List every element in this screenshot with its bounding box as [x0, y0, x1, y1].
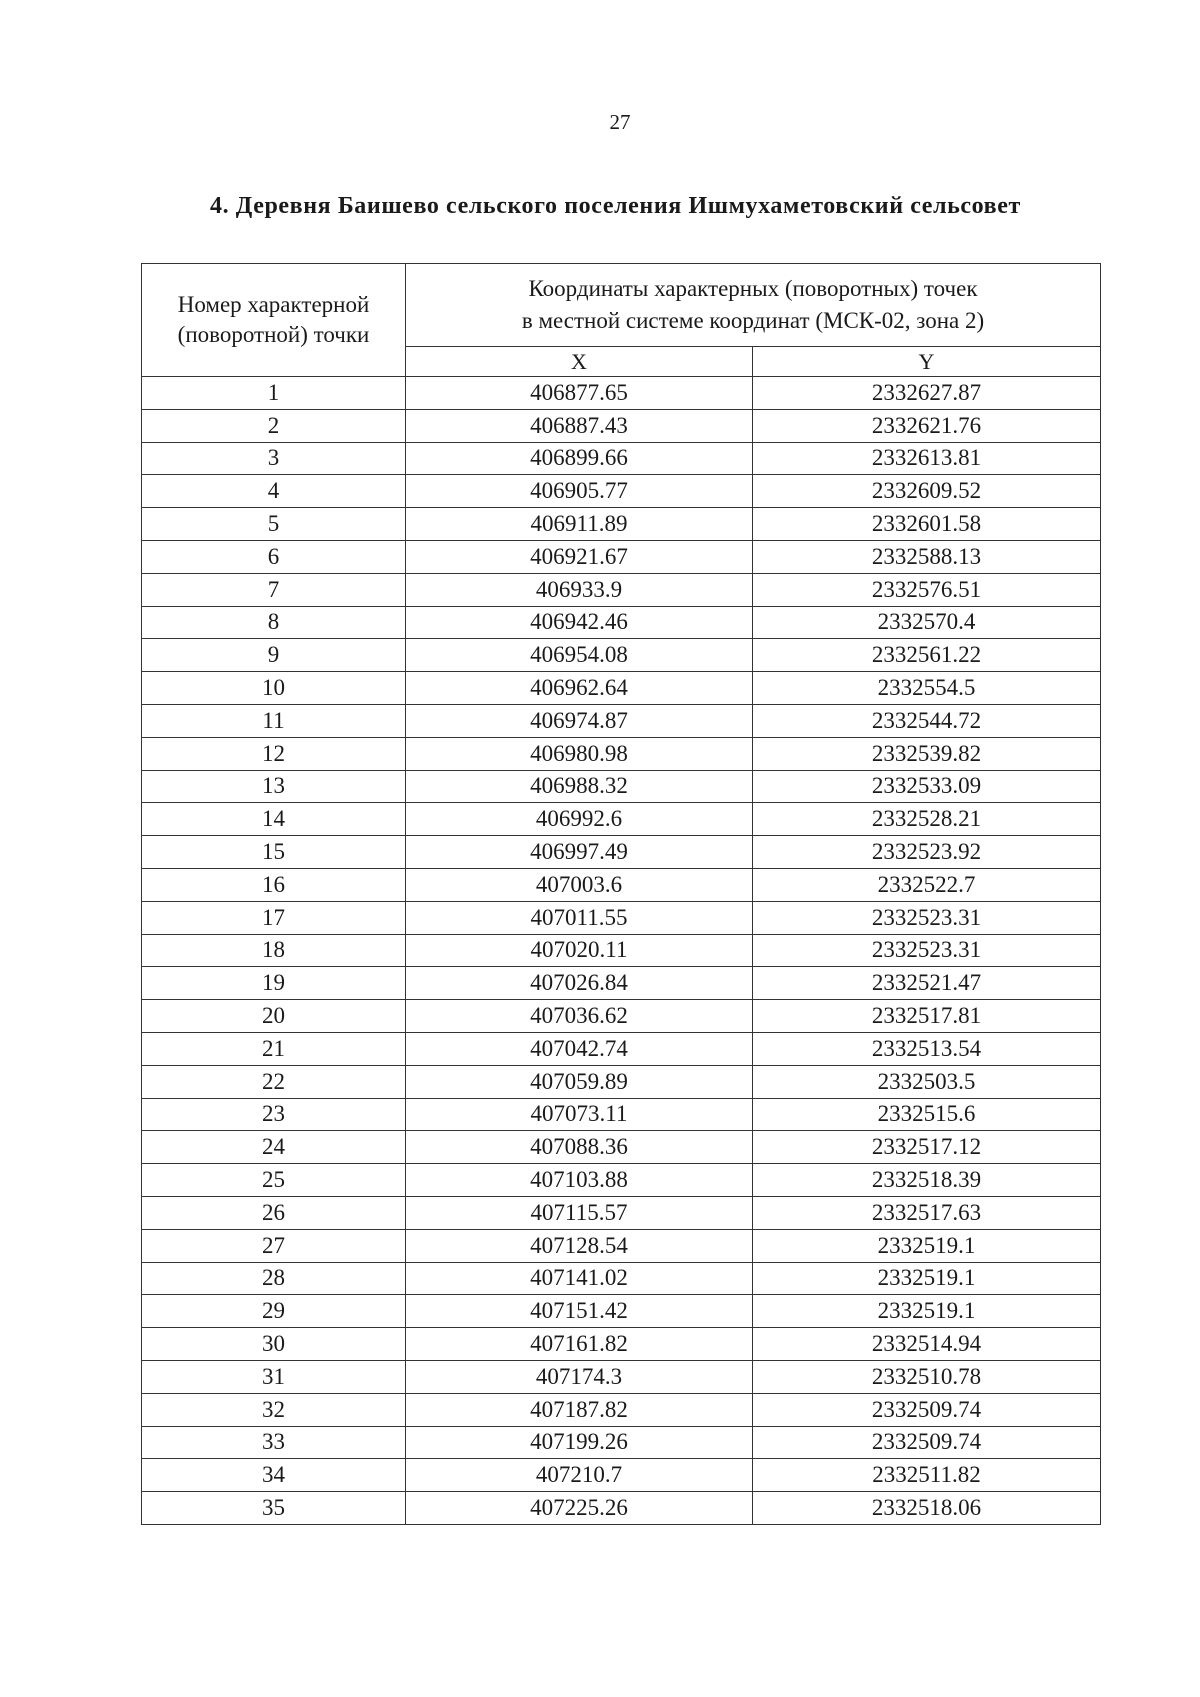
- header-row-main: [142, 264, 1101, 347]
- cell-y: 2332519.1: [753, 1229, 1101, 1262]
- cell-y: 2332518.39: [753, 1164, 1101, 1197]
- cell-x: 406887.43: [406, 409, 753, 442]
- table-row: [142, 672, 1101, 705]
- cell-point-number: 17: [142, 901, 406, 934]
- table-row: [142, 1131, 1101, 1164]
- cell-y: 2332601.58: [753, 508, 1101, 541]
- table-row: [142, 704, 1101, 737]
- header-x: X: [406, 347, 753, 377]
- cell-y: 2332627.87: [753, 377, 1101, 410]
- cell-point-number: 16: [142, 868, 406, 901]
- table-row: [142, 606, 1101, 639]
- cell-y: 2332539.82: [753, 737, 1101, 770]
- cell-point-number: 1: [142, 377, 406, 410]
- cell-x: 406877.65: [406, 377, 753, 410]
- table-row: [142, 1459, 1101, 1492]
- cell-x: 406921.67: [406, 540, 753, 573]
- cell-point-number: 7: [142, 573, 406, 606]
- cell-y: 2332503.5: [753, 1065, 1101, 1098]
- table-row: [142, 1393, 1101, 1426]
- cell-y: 2332509.74: [753, 1393, 1101, 1426]
- cell-x: 407151.42: [406, 1295, 753, 1328]
- cell-y: 2332528.21: [753, 803, 1101, 836]
- cell-y: 2332523.31: [753, 934, 1101, 967]
- table-row: [142, 803, 1101, 836]
- table-row: [142, 377, 1101, 410]
- table-row: [142, 1492, 1101, 1525]
- table-row: [142, 1032, 1101, 1065]
- cell-point-number: 32: [142, 1393, 406, 1426]
- cell-y: 2332519.1: [753, 1262, 1101, 1295]
- cell-point-number: 15: [142, 836, 406, 869]
- cell-point-number: 26: [142, 1196, 406, 1229]
- cell-point-number: 34: [142, 1459, 406, 1492]
- table-row: [142, 901, 1101, 934]
- cell-x: 407088.36: [406, 1131, 753, 1164]
- cell-x: 406997.49: [406, 836, 753, 869]
- cell-x: 407011.55: [406, 901, 753, 934]
- cell-x: 407036.62: [406, 1000, 753, 1033]
- cell-x: 406933.9: [406, 573, 753, 606]
- table-row: [142, 475, 1101, 508]
- table-body: [142, 377, 1101, 1525]
- table-row: [142, 409, 1101, 442]
- table-row: [142, 836, 1101, 869]
- cell-y: 2332544.72: [753, 704, 1101, 737]
- cell-y: 2332609.52: [753, 475, 1101, 508]
- table-row: [142, 1196, 1101, 1229]
- cell-x: 406962.64: [406, 672, 753, 705]
- cell-y: 2332517.63: [753, 1196, 1101, 1229]
- table-row: [142, 442, 1101, 475]
- cell-point-number: 35: [142, 1492, 406, 1525]
- table-row: [142, 770, 1101, 803]
- cell-y: 2332510.78: [753, 1360, 1101, 1393]
- table-row: [142, 540, 1101, 573]
- cell-x: 407059.89: [406, 1065, 753, 1098]
- cell-y: 2332561.22: [753, 639, 1101, 672]
- cell-y: 2332517.12: [753, 1131, 1101, 1164]
- coordinates-table: [141, 263, 1101, 1525]
- cell-x: 407161.82: [406, 1328, 753, 1361]
- header-coordinates-line1: Координаты характерных (поворотных) точек: [528, 276, 978, 302]
- cell-x: 407174.3: [406, 1360, 753, 1393]
- cell-y: 2332509.74: [753, 1426, 1101, 1459]
- cell-y: 2332523.31: [753, 901, 1101, 934]
- table-row: [142, 1295, 1101, 1328]
- cell-point-number: 9: [142, 639, 406, 672]
- table-row: [142, 1098, 1101, 1131]
- cell-point-number: 13: [142, 770, 406, 803]
- cell-y: 2332513.54: [753, 1032, 1101, 1065]
- cell-y: 2332522.7: [753, 868, 1101, 901]
- cell-y: 2332570.4: [753, 606, 1101, 639]
- cell-point-number: 18: [142, 934, 406, 967]
- cell-y: 2332518.06: [753, 1492, 1101, 1525]
- cell-x: 407187.82: [406, 1393, 753, 1426]
- cell-x: 406954.08: [406, 639, 753, 672]
- page-number: 27: [609, 110, 631, 134]
- cell-point-number: 19: [142, 967, 406, 1000]
- cell-x: 407141.02: [406, 1262, 753, 1295]
- cell-x: 406974.87: [406, 704, 753, 737]
- cell-y: 2332588.13: [753, 540, 1101, 573]
- cell-point-number: 21: [142, 1032, 406, 1065]
- cell-x: 407199.26: [406, 1426, 753, 1459]
- cell-point-number: 4: [142, 475, 406, 508]
- cell-y: 2332533.09: [753, 770, 1101, 803]
- table-row: [142, 868, 1101, 901]
- cell-y: 2332576.51: [753, 573, 1101, 606]
- table-row: [142, 737, 1101, 770]
- cell-point-number: 3: [142, 442, 406, 475]
- cell-point-number: 14: [142, 803, 406, 836]
- table-row: [142, 1000, 1101, 1033]
- cell-y: 2332521.47: [753, 967, 1101, 1000]
- cell-point-number: 27: [142, 1229, 406, 1262]
- cell-y: 2332514.94: [753, 1328, 1101, 1361]
- header-coordinates: [406, 264, 1101, 347]
- cell-x: 407020.11: [406, 934, 753, 967]
- cell-point-number: 20: [142, 1000, 406, 1033]
- cell-x: 406911.89: [406, 508, 753, 541]
- cell-point-number: 23: [142, 1098, 406, 1131]
- table-row: [142, 639, 1101, 672]
- cell-point-number: 22: [142, 1065, 406, 1098]
- cell-x: 406988.32: [406, 770, 753, 803]
- cell-point-number: 6: [142, 540, 406, 573]
- cell-x: 407115.57: [406, 1196, 753, 1229]
- header-y: Y: [753, 347, 1101, 377]
- cell-point-number: 10: [142, 672, 406, 705]
- table-row: [142, 967, 1101, 1000]
- cell-x: 406899.66: [406, 442, 753, 475]
- header-point-number: Номер характерной (поворотной) точки: [142, 264, 406, 377]
- section-title: 4. Деревня Баишево сельского поселения Ишмухаметовский сельсовет: [210, 193, 1021, 219]
- table-row: [142, 1360, 1101, 1393]
- cell-y: 2332515.6: [753, 1098, 1101, 1131]
- table-row: [142, 1229, 1101, 1262]
- table-row: [142, 508, 1101, 541]
- cell-y: 2332523.92: [753, 836, 1101, 869]
- table-row: [142, 1164, 1101, 1197]
- cell-point-number: 29: [142, 1295, 406, 1328]
- cell-y: 2332519.1: [753, 1295, 1101, 1328]
- cell-x: 407103.88: [406, 1164, 753, 1197]
- cell-x: 406980.98: [406, 737, 753, 770]
- cell-point-number: 24: [142, 1131, 406, 1164]
- table-row: [142, 1426, 1101, 1459]
- cell-x: 407073.11: [406, 1098, 753, 1131]
- cell-y: 2332517.81: [753, 1000, 1101, 1033]
- cell-x: 407225.26: [406, 1492, 753, 1525]
- cell-point-number: 30: [142, 1328, 406, 1361]
- cell-point-number: 12: [142, 737, 406, 770]
- cell-y: 2332621.76: [753, 409, 1101, 442]
- table-row: [142, 1262, 1101, 1295]
- cell-point-number: 33: [142, 1426, 406, 1459]
- cell-x: 407026.84: [406, 967, 753, 1000]
- cell-point-number: 11: [142, 704, 406, 737]
- cell-point-number: 31: [142, 1360, 406, 1393]
- cell-y: 2332554.5: [753, 672, 1101, 705]
- cell-y: 2332613.81: [753, 442, 1101, 475]
- cell-x: 406992.6: [406, 803, 753, 836]
- cell-x: 406942.46: [406, 606, 753, 639]
- cell-y: 2332511.82: [753, 1459, 1101, 1492]
- cell-point-number: 25: [142, 1164, 406, 1197]
- cell-point-number: 28: [142, 1262, 406, 1295]
- cell-x: 407003.6: [406, 868, 753, 901]
- table-row: [142, 934, 1101, 967]
- cell-x: 407042.74: [406, 1032, 753, 1065]
- cell-point-number: 5: [142, 508, 406, 541]
- cell-x: 406905.77: [406, 475, 753, 508]
- cell-point-number: 8: [142, 606, 406, 639]
- table-row: [142, 1328, 1101, 1361]
- coordinates-table-container: [141, 263, 1100, 1525]
- cell-point-number: 2: [142, 409, 406, 442]
- cell-x: 407210.7: [406, 1459, 753, 1492]
- cell-x: 407128.54: [406, 1229, 753, 1262]
- table-row: [142, 573, 1101, 606]
- table-row: [142, 1065, 1101, 1098]
- header-coordinates-line2: в местной системе координат (МСК-02, зона 2): [521, 308, 985, 334]
